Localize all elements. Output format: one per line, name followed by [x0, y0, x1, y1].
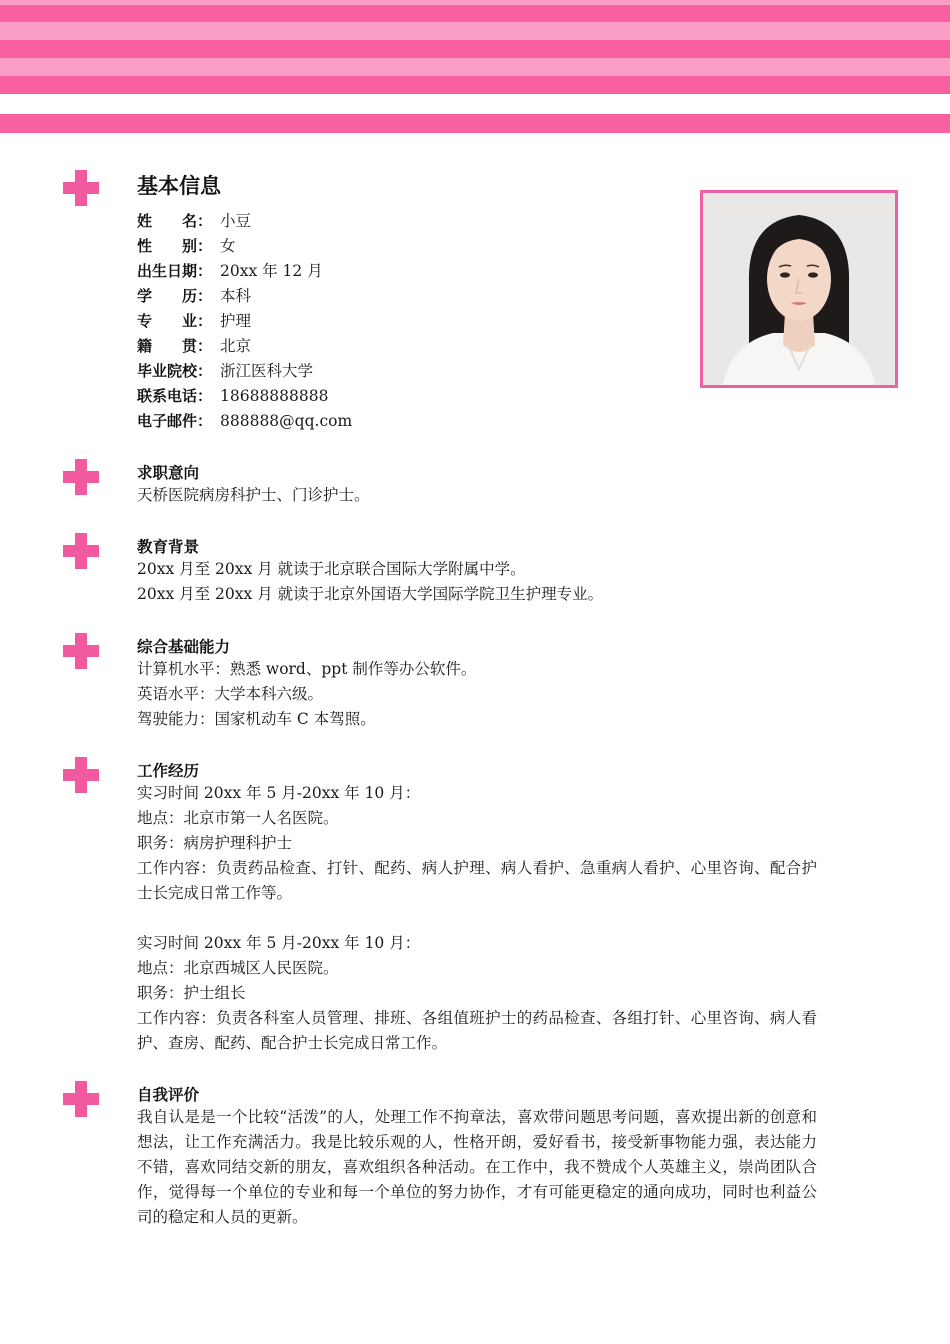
info-label: 籍 贯：: [137, 337, 213, 355]
section-title-basic-info: 基本信息: [137, 174, 221, 198]
portrait-image: [703, 193, 895, 385]
work-body: [137, 781, 817, 1056]
pink-cross-icon: [63, 757, 99, 793]
info-row-gender: [137, 234, 352, 259]
work-period: 实习时间 20xx 年 5 月-20xx 年 10 月：: [137, 784, 421, 802]
basic-info-list: [137, 209, 352, 434]
info-row-birth: [137, 259, 352, 284]
info-row-phone: [137, 384, 352, 409]
work-content: 工作内容：负责药品检查、打针、配药、病人护理、病人看护、急重病人看护、心里咨询、配合护士长完成日常工作等。: [137, 859, 817, 902]
info-label: 专 业：: [137, 312, 213, 330]
education-line: 20xx 月至 20xx 月 就读于北京联合国际大学附属中学。: [137, 560, 526, 578]
info-value: 本科: [220, 287, 252, 305]
work-role: 职务：病房护理科护士: [137, 834, 293, 852]
stripe: [0, 58, 950, 76]
info-row-name: [137, 209, 352, 234]
info-label: 联系电话：: [137, 387, 213, 405]
info-label: 电子邮件：: [137, 412, 213, 430]
skills-line: 英语水平：大学本科六级。: [137, 685, 324, 703]
education-body: [137, 557, 817, 607]
info-value: 浙江医科大学: [220, 362, 314, 380]
education-line: 20xx 月至 20xx 月 就读于北京外国语大学国际学院卫生护理专业。: [137, 585, 604, 603]
work-place: 地点：北京西城区人民医院。: [137, 959, 339, 977]
stripe: [0, 76, 950, 94]
skills-line: 计算机水平：熟悉 word、ppt 制作等办公软件。: [137, 660, 477, 678]
job-intent-body: [137, 483, 817, 508]
info-label: 学 历：: [137, 287, 213, 305]
self-eval-text: 我自认是是一个比较“活泼”的人，处理工作不拘章法，喜欢带问题思考问题，喜欢提出新的创意和想法，让工作充满活力。我是比较乐观的人，性格开朗，爱好看书，接受新事物能力强，表达能力不错，喜欢同结交新的朋友，喜欢组织各种活动。在工作中，我不赞成个人英雄主义，崇尚团队合作，觉得每一个单位的专业和每一个单位的努力协作，才有可能更稳定的通向成功，同时也利益公司的稳定和人员的更新。: [137, 1108, 817, 1226]
section-title-self-eval: 自我评价: [137, 1086, 200, 1104]
info-value: 护理: [220, 312, 252, 330]
info-row-hometown: [137, 334, 352, 359]
info-value: 18688888888: [220, 387, 329, 405]
info-value: 888888@qq.com: [220, 412, 353, 430]
info-label: 出生日期：: [137, 262, 213, 280]
info-value: 北京: [220, 337, 252, 355]
stripe: [0, 22, 950, 40]
info-value: 女: [220, 237, 236, 255]
section-title-skills: 综合基础能力: [137, 638, 231, 656]
info-label: 姓 名：: [137, 212, 213, 230]
self-eval-body: [137, 1105, 817, 1230]
info-value: 小豆: [220, 212, 252, 230]
section-title-education: 教育背景: [137, 538, 200, 556]
skills-body: [137, 657, 817, 732]
info-label: 毕业院校：: [137, 362, 213, 380]
stripe: [0, 114, 950, 133]
work-role: 职务：护士组长: [137, 984, 246, 1002]
skills-line: 驾驶能力：国家机动车 C 本驾照。: [137, 710, 376, 728]
pink-cross-icon: [63, 533, 99, 569]
profile-photo: [700, 190, 898, 388]
section-title-work: 工作经历: [137, 762, 200, 780]
pink-cross-icon: [63, 170, 99, 206]
spacer: [137, 906, 817, 931]
pink-cross-icon: [63, 459, 99, 495]
info-row-major: [137, 309, 352, 334]
stripe: [0, 40, 950, 58]
header-stripes: [0, 0, 950, 134]
job-intent-line: 天桥医院病房科护士、门诊护士。: [137, 486, 370, 504]
work-place: 地点：北京市第一人名医院。: [137, 809, 339, 827]
section-title-job-intent: 求职意向: [137, 464, 200, 482]
info-row-school: [137, 359, 352, 384]
info-value: 20xx 年 12 月: [220, 262, 323, 280]
work-content: 工作内容：负责各科室人员管理、排班、各组值班护士的药品检查、各组打针、心里咨询、病人看护、查房、配药、配合护士长完成日常工作。: [137, 1009, 817, 1052]
work-period: 实习时间 20xx 年 5 月-20xx 年 10 月：: [137, 934, 421, 952]
stripe: [0, 5, 950, 22]
pink-cross-icon: [63, 633, 99, 669]
pink-cross-icon: [63, 1081, 99, 1117]
info-row-degree: [137, 284, 352, 309]
info-row-email: [137, 409, 352, 434]
info-label: 性 别：: [137, 237, 213, 255]
stripe: [0, 94, 950, 114]
